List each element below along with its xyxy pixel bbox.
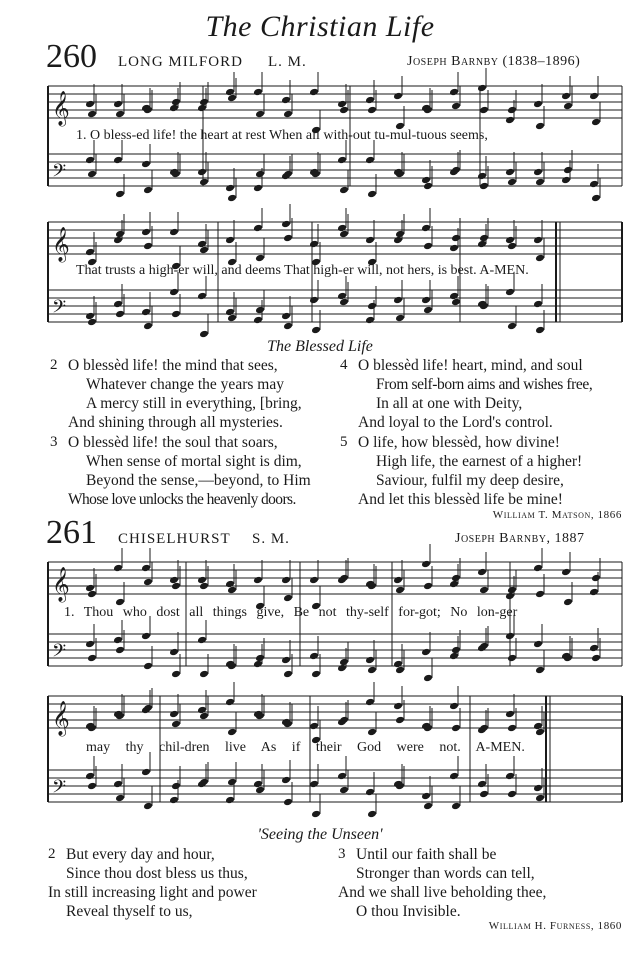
note-head (365, 96, 375, 105)
note-head (533, 300, 543, 309)
note-head (477, 780, 487, 789)
note-head (171, 720, 181, 729)
note-head (365, 788, 375, 797)
note-head (367, 666, 377, 675)
note-head (505, 772, 515, 781)
note-head (309, 780, 319, 789)
note-head (507, 178, 517, 187)
note-head (479, 106, 489, 115)
note-head (367, 106, 377, 115)
hymn-261-stanza-title: 'Seeing the Unseen' (257, 826, 383, 843)
note-head (253, 316, 263, 325)
note-head (199, 178, 209, 187)
note-head (367, 810, 377, 819)
note-head (533, 640, 543, 649)
note-head (169, 288, 179, 297)
note-head (171, 670, 181, 679)
note-head (87, 654, 97, 663)
note-head (423, 306, 433, 315)
verse-line: And let this blessèd life be mine! (358, 491, 563, 508)
note-head (281, 576, 291, 585)
note-head (141, 228, 151, 237)
note-head (423, 582, 433, 591)
note-head (563, 166, 573, 175)
note-head (225, 796, 235, 805)
bass-clef-icon: 𝄢 (52, 641, 67, 666)
note-head (283, 110, 293, 119)
note-head (533, 784, 543, 793)
note-head (281, 656, 291, 665)
note-head (451, 574, 461, 583)
note-head (115, 190, 125, 199)
note-head (535, 590, 545, 599)
note-head (281, 776, 291, 785)
note-head (535, 666, 545, 675)
verse-line: Saviour, fulfil my deep desire, (376, 472, 564, 489)
note-head (561, 568, 571, 577)
verse-line: In all at one with Deity, (376, 395, 523, 412)
verse-line: But every day and hour, (66, 846, 215, 863)
note-head (197, 168, 207, 177)
note-head (253, 184, 263, 193)
note-head (507, 322, 517, 331)
note-head (339, 658, 349, 667)
verse-line: And shining through all mysteries. (68, 414, 283, 431)
note-head (589, 92, 599, 101)
verse-line: O blessèd life! the soul that soars, (68, 434, 278, 451)
note-head (507, 790, 517, 799)
note-head (479, 790, 489, 799)
note-head (311, 670, 321, 679)
verse-line: Stronger than words can tell, (356, 865, 535, 882)
hymn-260-tune: LONG MILFORD (118, 54, 243, 70)
note-head (591, 574, 601, 583)
note-head (479, 182, 489, 191)
verse-line: Beyond the sense,—beyond, to Him (86, 472, 311, 489)
note-head (449, 244, 459, 253)
verse-2-number: 2 (50, 357, 58, 373)
hymn-260-meter: L. M. (268, 54, 307, 70)
staff-bass-261a (48, 634, 622, 666)
note-head (255, 254, 265, 263)
bass-clef-icon: 𝄢 (52, 161, 67, 186)
note-head (141, 768, 151, 777)
hymn-261-composer: Joseph Barnby, 1887 (455, 531, 585, 546)
note-head (395, 230, 405, 239)
note-head (365, 156, 375, 165)
note-head (591, 194, 601, 203)
note-head (113, 156, 123, 165)
note-head (85, 100, 95, 109)
hymn-260-author: William T. Matson, 1866 (492, 509, 622, 521)
note-head (535, 122, 545, 131)
note-head (141, 160, 151, 169)
verse-line: O blessèd life! the mind that sees, (68, 357, 278, 374)
note-head (477, 172, 487, 181)
verse-line: And loyal to the Lord's control. (358, 414, 553, 431)
note-head (225, 184, 235, 193)
note-head (255, 110, 265, 119)
note-head (227, 728, 237, 737)
note-head (365, 698, 375, 707)
verse-4-number: 4 (340, 357, 348, 373)
hymn-261-meter: S. M. (252, 531, 290, 547)
verse-3-number: 3 (338, 846, 346, 862)
note-head (451, 724, 461, 733)
note-head (365, 236, 375, 245)
verse-line: Whatever change the years may (86, 376, 284, 393)
note-head (115, 794, 125, 803)
note-head (309, 296, 319, 305)
note-head (253, 224, 263, 233)
verse-line: O life, how blessèd, how divine! (358, 434, 560, 451)
note-head (113, 780, 123, 789)
note-head (535, 326, 545, 335)
note-head (87, 170, 97, 179)
verse-line: Since thou dost bless us thus, (66, 865, 248, 882)
note-head (309, 722, 319, 731)
hymn-260-lyric-line-1: 1. O bless-ed life! the heart at rest When all with-out tu-mul-tuous seems, (76, 128, 488, 143)
note-head (339, 186, 349, 195)
note-head (143, 186, 153, 195)
verse-line: O thou Invisible. (356, 903, 461, 920)
note-head (225, 236, 235, 245)
note-head (337, 156, 347, 165)
note-head (255, 306, 265, 315)
note-head (225, 698, 235, 707)
note-head (423, 674, 433, 683)
note-head (449, 772, 459, 781)
staff-treble-261b (48, 696, 622, 728)
note-head (283, 234, 293, 243)
note-head (281, 96, 291, 105)
treble-clef-icon: 𝄞 (52, 91, 70, 126)
note-head (563, 102, 573, 111)
verse-line: A mercy still in everything, [bring, (86, 395, 302, 412)
note-head (255, 170, 265, 179)
note-head (393, 702, 403, 711)
note-head (561, 92, 571, 101)
note-head (505, 288, 515, 297)
note-head (479, 234, 489, 243)
note-head (169, 648, 179, 657)
note-head (281, 220, 291, 229)
note-head (563, 598, 573, 607)
verse-line: O blessèd life! heart, mind, and soul (358, 357, 583, 374)
note-head (451, 234, 461, 243)
note-head (141, 564, 151, 573)
note-head (421, 296, 431, 305)
verse-3-number: 3 (50, 434, 58, 450)
note-head (309, 88, 319, 97)
verse-line: In still increasing light and power (48, 884, 257, 901)
verse-line: And we shall live beholding thee, (338, 884, 547, 901)
note-head (253, 576, 263, 585)
note-head (451, 102, 461, 111)
note-head (169, 796, 179, 805)
note-head (227, 194, 237, 203)
note-head (143, 242, 153, 251)
note-head (591, 118, 601, 127)
note-head (85, 156, 95, 165)
note-head (589, 180, 599, 189)
note-head (421, 792, 431, 801)
verse-line: From self-born aims and wishes free, (376, 376, 593, 393)
note-head (171, 782, 181, 791)
note-head (281, 312, 291, 321)
verse-line: Reveal thyself to us, (66, 903, 193, 920)
verse-5-number: 5 (340, 434, 348, 450)
note-head (113, 100, 123, 109)
note-head (533, 100, 543, 109)
note-head (393, 576, 403, 585)
note-head (113, 636, 123, 645)
treble-clef-icon: 𝄞 (52, 567, 70, 602)
note-head (85, 640, 95, 649)
hymn-261-lyric-line-1: 1. Thou who dost all things give, Be not thy-self for-got; No lon-ger (64, 605, 518, 620)
note-head (507, 106, 517, 115)
note-head (477, 84, 487, 93)
note-head (393, 92, 403, 101)
note-head (143, 662, 153, 671)
note-head (423, 242, 433, 251)
note-head (507, 654, 517, 663)
note-head (253, 88, 263, 97)
hymn-260-lyric-line-2: That trusts a high-er will, and deems That high-er will, not hers, is best. A-MEN. (76, 263, 529, 278)
hymn-260-stanza-title: The Blessed Life (267, 338, 373, 355)
note-head (171, 310, 181, 319)
hymn-261-tune: CHISELHURST (118, 531, 231, 547)
note-head (113, 564, 123, 573)
note-head (535, 254, 545, 263)
note-head (589, 644, 599, 653)
verse-line: When sense of mortal sight is dim, (86, 453, 302, 470)
note-head (309, 240, 319, 249)
bass-clef-icon: 𝄢 (52, 777, 67, 802)
verse-line: Whose love unlocks the heavenly doors. (68, 491, 296, 508)
note-head (533, 168, 543, 177)
note-head (85, 248, 95, 257)
note-head (141, 632, 151, 641)
note-head (449, 88, 459, 97)
bass-clef-icon: 𝄢 (52, 297, 67, 322)
note-head (365, 656, 375, 665)
note-head (227, 778, 237, 787)
note-head (141, 308, 151, 317)
verse-line: High life, the earnest of a higher! (376, 453, 583, 470)
note-head (477, 568, 487, 577)
note-head (87, 782, 97, 791)
note-head (309, 652, 319, 661)
note-head (197, 636, 207, 645)
note-head (169, 710, 179, 719)
note-head (449, 702, 459, 711)
note-head (479, 586, 489, 595)
note-head (561, 176, 571, 185)
note-head (421, 560, 431, 569)
verse-line: Until our faith shall be (356, 846, 497, 863)
note-head (171, 98, 181, 107)
hymn-261-number: 261 (46, 514, 97, 551)
hymn-260-composer: Joseph Barnby (1838–1896) (407, 54, 581, 69)
note-head (199, 330, 209, 339)
note-head (421, 224, 431, 233)
note-head (505, 710, 515, 719)
note-head (199, 670, 209, 679)
hymn-261-author: William H. Furness, 1860 (488, 920, 622, 932)
note-head (367, 728, 377, 737)
note-head (365, 316, 375, 325)
note-head (589, 588, 599, 597)
treble-clef-icon: 𝄞 (52, 701, 70, 736)
note-head (451, 646, 461, 655)
note-head (283, 670, 293, 679)
note-head (535, 178, 545, 187)
note-head (87, 110, 97, 119)
note-head (309, 576, 319, 585)
note-head (115, 230, 125, 239)
note-head (115, 110, 125, 119)
note-head (533, 564, 543, 573)
note-head (395, 586, 405, 595)
note-head (311, 810, 321, 819)
note-head (591, 654, 601, 663)
note-head (115, 646, 125, 655)
note-head (255, 654, 265, 663)
note-head (339, 786, 349, 795)
note-head (337, 772, 347, 781)
note-head (393, 296, 403, 305)
page-title: The Christian Life (205, 10, 435, 43)
note-head (423, 802, 433, 811)
note-head (505, 632, 515, 641)
treble-clef-icon: 𝄞 (52, 227, 70, 262)
note-head (395, 716, 405, 725)
note-head (507, 724, 517, 733)
note-head (199, 98, 209, 107)
note-head (143, 322, 153, 331)
note-head (451, 802, 461, 811)
note-head (505, 116, 515, 125)
note-head (533, 236, 543, 245)
note-head (283, 798, 293, 807)
note-head (143, 802, 153, 811)
note-head (421, 648, 431, 657)
note-head (505, 168, 515, 177)
note-head (197, 292, 207, 301)
verse-2-number: 2 (48, 846, 56, 862)
note-head (311, 326, 321, 335)
note-head (113, 300, 123, 309)
note-head (169, 228, 179, 237)
hymn-261-lyric-line-2: may thy chil-dren live As if their God were not. A-MEN. (86, 740, 525, 755)
note-head (85, 772, 95, 781)
note-head (143, 578, 153, 587)
note-head (115, 310, 125, 319)
note-head (367, 302, 377, 311)
note-head (535, 794, 545, 803)
note-head (367, 190, 377, 199)
note-head (507, 586, 517, 595)
note-head (283, 322, 293, 331)
hymn-260-number: 260 (46, 38, 97, 75)
note-head (395, 314, 405, 323)
note-head (283, 594, 293, 603)
